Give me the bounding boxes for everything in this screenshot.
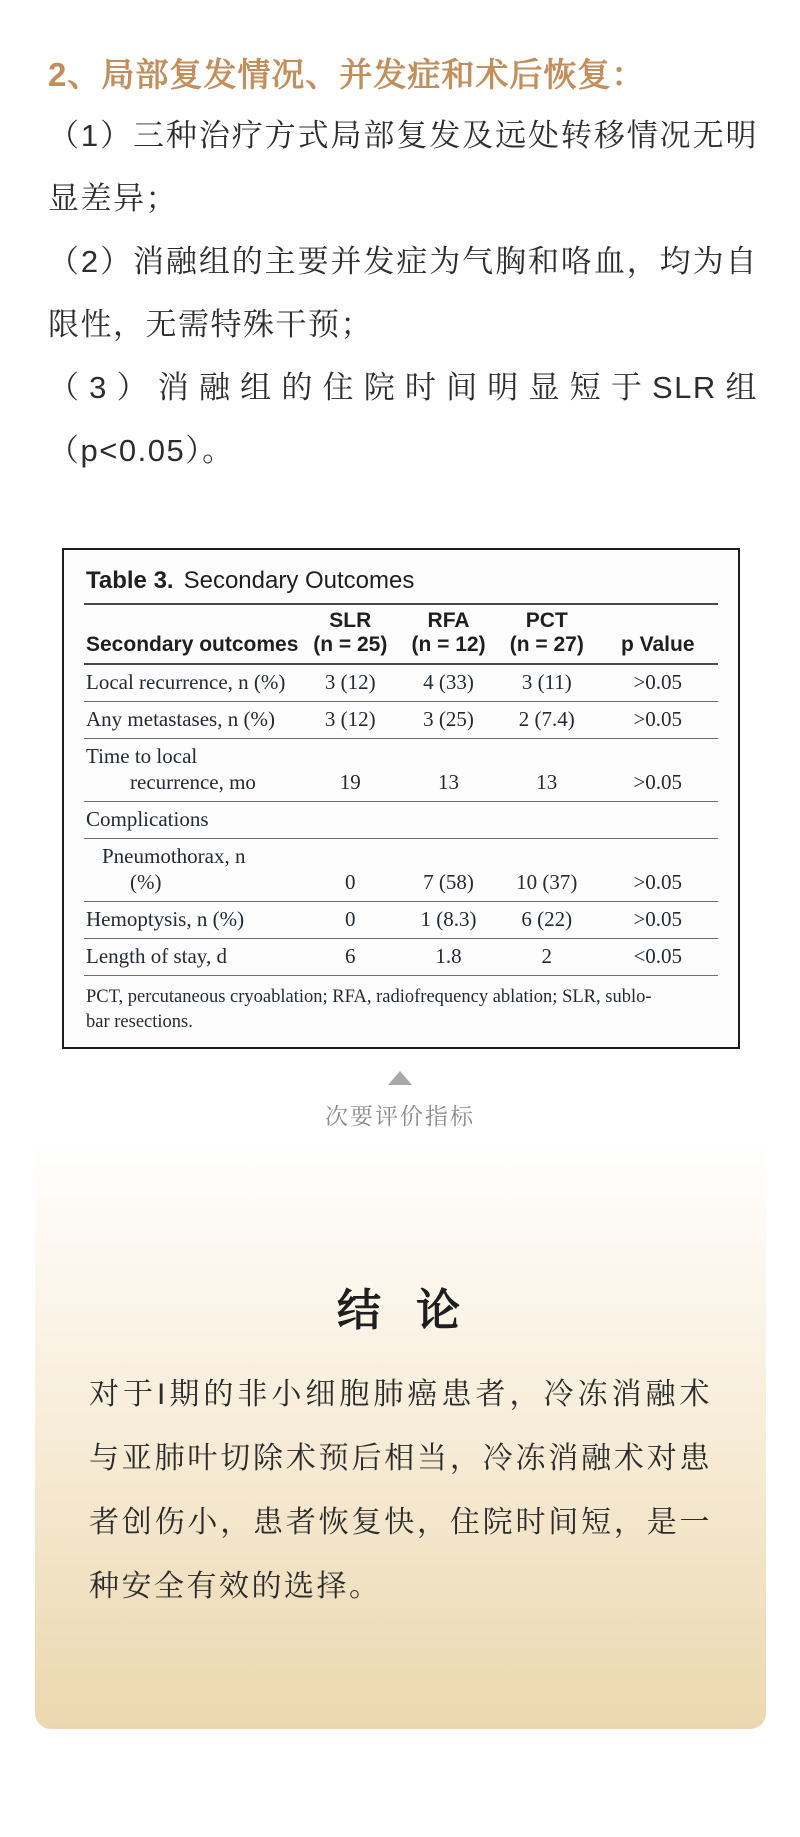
paragraph-3: （3）消融组的住院时间明显短于SLR组（p<0.05）。 <box>48 370 758 468</box>
cell-slr: 6 <box>345 944 356 968</box>
table-footnote <box>84 985 718 1035</box>
row-label: Hemoptysis, n (%) <box>86 907 245 931</box>
table-header-row <box>84 605 718 664</box>
cell-pct: 6 (22) <box>521 907 573 931</box>
col-header-pct <box>496 605 597 664</box>
row-label-line2: (%) <box>130 870 162 894</box>
table-figure <box>62 548 740 1049</box>
table-section-row <box>84 802 718 839</box>
col-header-slr-name: SLR <box>329 609 372 632</box>
cell-pct: 3 (11) <box>521 670 572 694</box>
cell-pct <box>496 802 597 839</box>
conclusion-card <box>35 1139 766 1729</box>
col-header-rfa-name: RFA <box>427 609 470 632</box>
secondary-outcomes-table <box>84 605 718 976</box>
paragraph-2: （2）消融组的主要并发症为气胸和咯血，均为自限性，无需特殊干预； <box>48 244 758 342</box>
up-triangle-icon <box>388 1071 412 1085</box>
cell-pvalue: >0.05 <box>633 770 683 794</box>
section-heading: 2、局部复发情况、并发症和术后恢复： <box>48 56 646 93</box>
col-header-rfa <box>401 605 496 664</box>
col-header-pct-name: PCT <box>525 609 568 632</box>
col-header-pct-n: (n = 27) <box>509 633 584 656</box>
col-header-pvalue: p Value <box>620 633 695 656</box>
table-row <box>84 839 718 902</box>
table-row <box>84 739 718 802</box>
table-title <box>84 560 718 605</box>
table-footnote-line2: bar resections. <box>86 1012 193 1032</box>
table-row <box>84 939 718 976</box>
row-label <box>84 839 300 902</box>
table-row <box>84 902 718 939</box>
cell-slr: 0 <box>345 907 356 931</box>
conclusion-text: 对于I期的非小细胞肺癌患者，冷冻消融术与亚肺叶切除术预后相当，冷冻消融术对患者创伤小，患者恢复快，住院时间短，是一种安全有效的选择。 <box>89 1378 712 1603</box>
cell-rfa: 7 (58) <box>423 870 474 894</box>
row-label-line1: Time to local <box>86 744 198 768</box>
cell-rfa: 1 (8.3) <box>420 907 477 931</box>
conclusion-title: 结 论 <box>337 1286 464 1335</box>
paragraph-1: （1）三种治疗方式局部复发及远处转移情况无明显差异； <box>48 118 758 216</box>
cell-slr: 19 <box>339 770 361 794</box>
table-title-text: Secondary Outcomes <box>183 567 415 594</box>
section-paragraphs <box>48 104 758 482</box>
col-header-rfa-n: (n = 12) <box>411 633 486 656</box>
row-label: Local recurrence, n (%) <box>86 670 286 694</box>
row-label <box>84 739 300 802</box>
cell-rfa: 4 (33) <box>423 670 474 694</box>
cell-pct: 2 (7.4) <box>518 707 575 731</box>
cell-pvalue: >0.05 <box>633 670 683 694</box>
col-header-slr-n: (n = 25) <box>313 633 388 656</box>
row-label-line2: recurrence, mo <box>130 770 256 794</box>
figure-caption: 次要评价指标 <box>325 1103 475 1129</box>
cell-slr <box>300 802 401 839</box>
cell-rfa <box>401 802 496 839</box>
cell-rfa: 13 <box>438 770 460 794</box>
cell-pvalue: >0.05 <box>633 707 683 731</box>
cell-pct: 2 <box>541 944 553 968</box>
cell-rfa: 1.8 <box>435 944 462 968</box>
table-footnote-line1: PCT, percutaneous cryoablation; RFA, radiofrequency ablation; SLR, sublo- <box>86 987 652 1007</box>
cell-pvalue: >0.05 <box>633 907 683 931</box>
cell-pvalue: <0.05 <box>633 944 683 968</box>
row-label: Complications <box>86 807 209 831</box>
row-label: Length of stay, d <box>86 944 227 968</box>
cell-rfa: 3 (25) <box>423 707 474 731</box>
table-row <box>84 664 718 702</box>
row-label: Any metastases, n (%) <box>86 707 275 731</box>
table-row <box>84 702 718 739</box>
col-header-slr <box>300 605 401 664</box>
cell-slr: 3 (12) <box>324 670 376 694</box>
cell-pct: 13 <box>536 770 558 794</box>
cell-slr: 0 <box>345 870 356 894</box>
row-label-line1: Pneumothorax, n <box>102 844 246 868</box>
col-header-outcomes: Secondary outcomes <box>86 633 299 656</box>
table-title-number: Table 3. <box>86 567 174 594</box>
cell-pvalue <box>598 802 718 839</box>
cell-pct: 10 (37) <box>516 870 578 894</box>
cell-slr: 3 (12) <box>324 707 376 731</box>
cell-pvalue: >0.05 <box>633 870 683 894</box>
